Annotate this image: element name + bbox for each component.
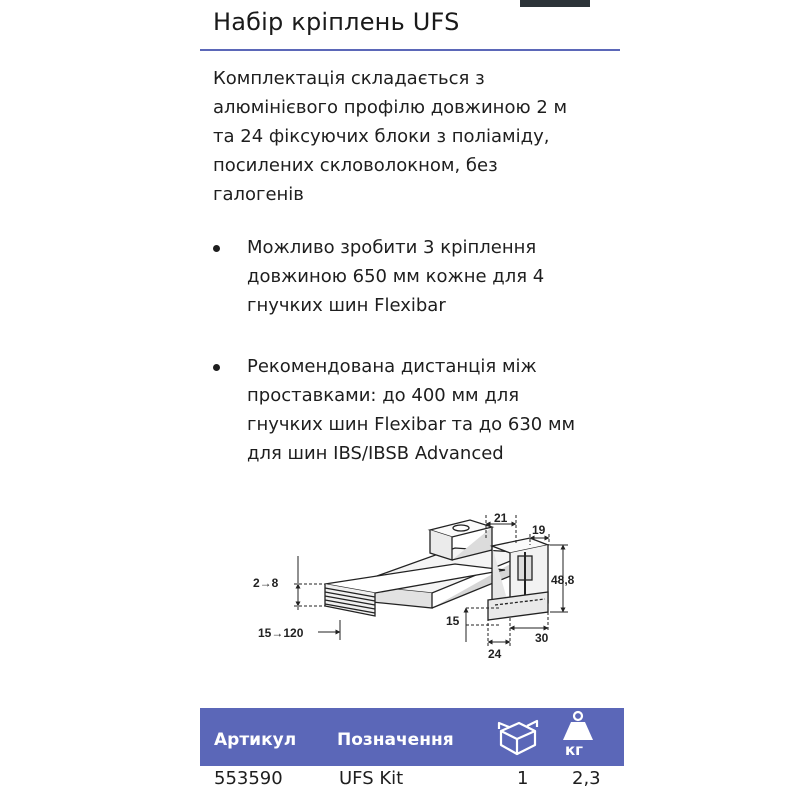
dim-label-height: 48,8 bbox=[551, 573, 575, 587]
dim-label-thickness: 2→8 bbox=[253, 576, 279, 590]
dim-label-top: 21 bbox=[494, 511, 508, 525]
technical-drawing bbox=[240, 505, 590, 670]
column-header-designation: Позначення bbox=[337, 730, 454, 750]
intro-line: посилених скловолокном, без bbox=[213, 155, 498, 176]
bullet-dot-icon bbox=[213, 364, 220, 371]
bullet-line: гнучких шин Flexibar bbox=[247, 295, 446, 316]
package-box-icon bbox=[497, 717, 539, 757]
bullet-line: довжиною 650 мм кожне для 4 bbox=[247, 266, 545, 287]
dim-label-base: 24 bbox=[488, 647, 502, 661]
title-divider bbox=[200, 49, 620, 51]
intro-line: алюмінієвого профілю довжиною 2 м bbox=[213, 97, 568, 118]
dim-label-length: 15→120 bbox=[258, 626, 304, 640]
intro-line: галогенів bbox=[213, 184, 304, 205]
bullet-line: Рекомендована дистанція між bbox=[247, 356, 537, 377]
cell-weight: 2,3 bbox=[572, 768, 601, 789]
cell-designation: UFS Kit bbox=[339, 768, 404, 789]
dim-label-bottom: 15 bbox=[446, 614, 460, 628]
bullet-line: проставками: до 400 мм для bbox=[247, 385, 520, 406]
bullet-line: гнучких шин Flexibar та до 630 мм bbox=[247, 414, 576, 435]
dim-label-base-width: 30 bbox=[535, 631, 549, 645]
weight-kg-icon bbox=[561, 710, 595, 756]
column-header-article: Артикул bbox=[214, 730, 297, 750]
cell-quantity: 1 bbox=[517, 768, 529, 789]
intro-line: та 24 фіксуючих блоки з поліаміду, bbox=[213, 126, 550, 147]
corner-decoration bbox=[520, 0, 590, 7]
intro-line: Комплектація складається з bbox=[213, 68, 485, 89]
bullet-line: Можливо зробити 3 кріплення bbox=[247, 237, 537, 258]
column-header-weight-unit: кг bbox=[565, 741, 584, 759]
bullet-line: для шин IBS/IBSB Advanced bbox=[247, 443, 504, 464]
intro-paragraph bbox=[213, 64, 613, 209]
bullet-dot-icon bbox=[213, 245, 220, 252]
page-title: Набір кріплень UFS bbox=[213, 8, 460, 36]
dim-label-width: 19 bbox=[532, 523, 546, 537]
cell-article: 553590 bbox=[214, 768, 283, 789]
